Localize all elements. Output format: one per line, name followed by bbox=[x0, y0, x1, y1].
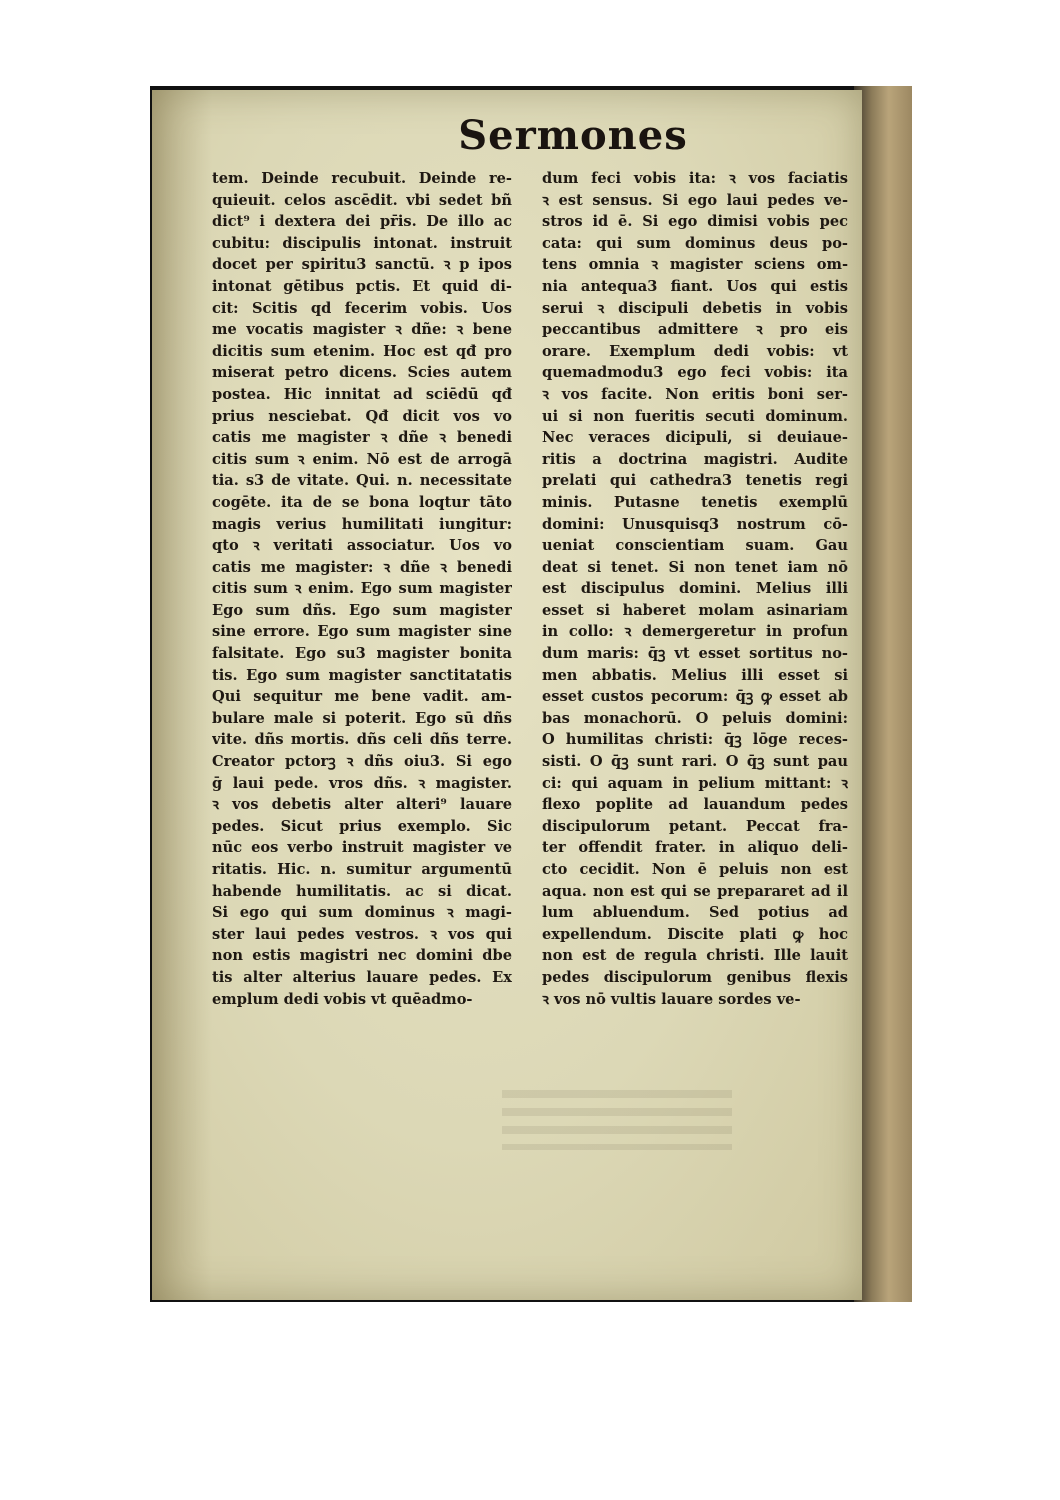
text-line: ꝛ vos facite. Non eritis boni ser- bbox=[542, 385, 848, 403]
book-binding-edge bbox=[854, 86, 912, 1302]
text-column-left bbox=[212, 168, 512, 1010]
text-line: deat si tenet. Si non tenet iam nō bbox=[542, 558, 848, 576]
text-line: cubitu: discipulis intonat. instruit bbox=[212, 234, 512, 252]
text-line: dum maris: q̄ꝫ vt esset sortitus no- bbox=[542, 645, 848, 663]
text-line: citis sum ꝛ enim. Ego sum magister bbox=[212, 580, 512, 598]
text-line: Ego sum dñs. Ego sum magister bbox=[212, 601, 512, 619]
text-line: ci: qui aquam in pelium mittant: ꝛ bbox=[542, 774, 848, 792]
text-line: cogēte. ita de se bona loqtur tāto bbox=[212, 493, 512, 511]
text-line: vite. dñs mortis. dñs celi dñs terre. bbox=[212, 731, 512, 749]
text-line: domini: Unusquisq3 nostrum cō- bbox=[542, 515, 848, 533]
text-line: nia antequa3 fiant. Uos qui estis bbox=[542, 277, 848, 295]
text-line: postea. Hic innitat ad sciēdū qđ bbox=[212, 385, 512, 403]
text-line: tis alter alterius lauare pedes. Ex bbox=[212, 968, 512, 986]
text-line: cto cecidit. Non ē peluis non est bbox=[542, 861, 848, 878]
text-line: magis verius humilitati iungitur: bbox=[212, 515, 512, 533]
text-line: ueniat conscientiam suam. Gau bbox=[542, 537, 848, 555]
text-line: ritis a doctrina magistri. Audite bbox=[542, 450, 848, 468]
text-line: habende humilitatis. ac si dicat. bbox=[212, 882, 512, 900]
text-line: non est de regula christi. Ille lauit bbox=[542, 947, 848, 965]
text-line: sine errore. Ego sum magister sine bbox=[212, 623, 512, 641]
text-line: catis me magister ꝛ dñe ꝛ benedi bbox=[212, 429, 512, 447]
text-line: docet per spiritu3 sanctū. ꝛ p ipos bbox=[212, 256, 512, 274]
text-line: non estis magistri nec domini dbe bbox=[212, 947, 512, 965]
text-line: bas monachorū. O peluis domini: bbox=[542, 709, 848, 727]
text-line: nūc eos verbo instruit magister ve bbox=[212, 839, 512, 857]
text-line: prius nesciebat. Qđ dicit vos vo bbox=[212, 407, 512, 425]
text-line: miserat petro dicens. Scies autem bbox=[212, 364, 512, 382]
scan-frame bbox=[150, 86, 912, 1302]
running-head: Sermones bbox=[458, 112, 688, 159]
text-line: serui ꝛ discipuli debetis in vobis bbox=[542, 299, 848, 317]
text-line: expellendum. Discite plati ꝙ hoc bbox=[542, 925, 848, 943]
text-line: bulare male si poterit. Ego sū dñs bbox=[212, 709, 512, 727]
text-line: in collo: ꝛ demergeretur in profun bbox=[542, 623, 848, 641]
text-line: Si ego qui sum dominus ꝛ magi- bbox=[212, 904, 512, 922]
text-column-right bbox=[542, 168, 848, 1010]
text-line: pedes discipulorum genibus flexis bbox=[542, 968, 848, 986]
text-line: stros id ē. Si ego dimisi vobis pec bbox=[542, 213, 848, 231]
text-line: discipulorum petant. Peccat fra- bbox=[542, 817, 848, 835]
text-line: tem. Deinde recubuit. Deinde re- bbox=[212, 170, 512, 187]
text-line: falsitate. Ego su3 magister bonita bbox=[212, 645, 512, 663]
text-line: esset si haberet molam asinariam bbox=[542, 601, 848, 619]
text-line: flexo poplite ad lauandum pedes bbox=[542, 796, 848, 814]
text-line: ui si non fueritis secuti dominum. bbox=[542, 407, 848, 425]
text-line: minis. Putasne tenetis exemplū bbox=[542, 493, 848, 511]
text-line: sisti. O q̄ꝫ sunt rari. O q̄ꝫ sunt pau bbox=[542, 753, 848, 771]
text-line: O humilitas christi: q̄ꝫ lōge reces- bbox=[542, 731, 848, 749]
text-line: intonat gētibus pctis. Et quid di- bbox=[212, 277, 512, 295]
text-line: dicitis sum etenim. Hoc est qđ pro bbox=[212, 342, 512, 360]
text-line: emplum dedi vobis vt quēadmo- bbox=[212, 990, 473, 1008]
text-line: quemadmodu3 ego feci vobis: ita bbox=[542, 364, 848, 382]
text-line: men abbatis. Melius illi esset si bbox=[542, 666, 848, 684]
text-line: ritatis. Hic. n. sumitur argumentū bbox=[212, 861, 512, 878]
show-through-text bbox=[502, 1090, 732, 1150]
text-line: est discipulus domini. Melius illi bbox=[542, 580, 848, 598]
text-line: cata: qui sum dominus deus po- bbox=[542, 234, 848, 252]
text-line: quieuit. celos ascēdit. vbi sedet bñ bbox=[212, 191, 512, 209]
text-line: pedes. Sicut prius exemplo. Sic bbox=[212, 817, 512, 835]
text-line: orare. Exemplum dedi vobis: vt bbox=[542, 342, 848, 360]
gutter-shadow bbox=[152, 90, 212, 1300]
text-line: qto ꝛ veritati associatur. Uos vo bbox=[212, 537, 512, 555]
manuscript-page bbox=[152, 90, 862, 1300]
text-line: citis sum ꝛ enim. Nō est de arrogā bbox=[212, 450, 512, 468]
text-line: dict⁹ i dextera dei pr̄is. De illo ac bbox=[212, 213, 512, 231]
text-line: ḡ laui pede. vros dñs. ꝛ magister. bbox=[212, 774, 512, 792]
text-line: prelati qui cathedra3 tenetis regi bbox=[542, 472, 848, 490]
text-line: ter offendit frater. in aliquo deli- bbox=[542, 839, 848, 857]
text-line: aqua. non est qui se prepararet ad il bbox=[542, 882, 848, 900]
text-line: cit: Scitis qd fecerim vobis. Uos bbox=[212, 299, 512, 317]
text-line: dum feci vobis ita: ꝛ vos faciatis bbox=[542, 170, 848, 187]
text-line: esset custos pecorum: q̄ꝫ ꝙ esset ab bbox=[542, 688, 848, 706]
text-line: tens omnia ꝛ magister sciens om- bbox=[542, 256, 848, 274]
text-line: Creator pctorꝫ ꝛ dñs oiu3. Si ego bbox=[212, 753, 512, 771]
text-line: catis me magister: ꝛ dñe ꝛ benedi bbox=[212, 558, 512, 576]
text-line: ꝛ est sensus. Si ego laui pedes ve- bbox=[542, 191, 848, 209]
text-line: me vocatis magister ꝛ dñe: ꝛ bene bbox=[212, 321, 512, 339]
text-line: Qui sequitur me bene vadit. am- bbox=[212, 688, 512, 706]
text-line: ꝛ vos nō vultis lauare sordes ve- bbox=[542, 990, 801, 1008]
text-line: peccantibus admittere ꝛ pro eis bbox=[542, 321, 848, 339]
text-line: ꝛ vos debetis alter alteri⁹ lauare bbox=[212, 796, 512, 814]
text-line: lum abluendum. Sed potius ad bbox=[542, 904, 848, 922]
text-line: tia. s3 de vitate. Qui. n. necessitate bbox=[212, 472, 512, 490]
text-line: ster laui pedes vestros. ꝛ vos qui bbox=[212, 925, 512, 943]
text-line: Nec veraces dicipuli, si deuiaue- bbox=[542, 429, 848, 447]
text-line: tis. Ego sum magister sanctitatatis bbox=[212, 666, 512, 684]
